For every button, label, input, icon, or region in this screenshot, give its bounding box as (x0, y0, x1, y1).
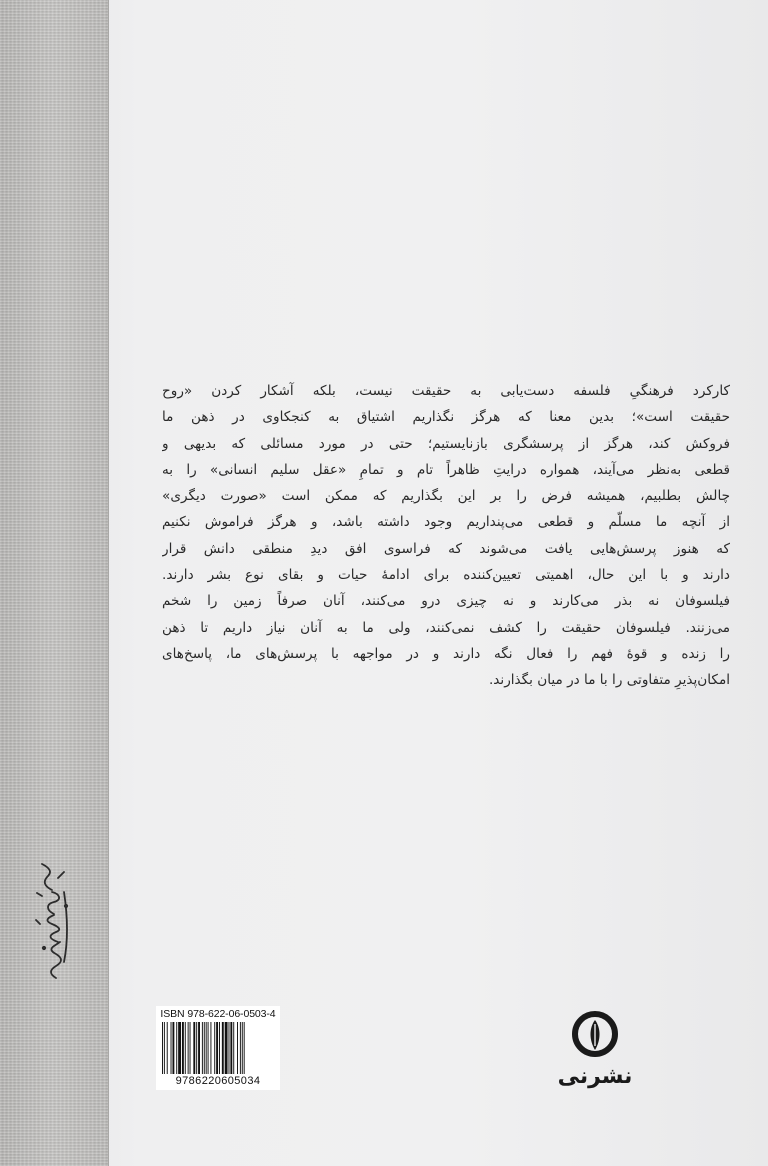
barcode-bar (240, 1022, 241, 1074)
barcode-bar (171, 1022, 172, 1074)
blurb-line: را زنده و قوهٔ فهم را فعال نگه دارند و در مواجهه با پرسش‌های ما، پاسخ‌های (162, 645, 730, 662)
barcode-bar (193, 1022, 195, 1074)
barcode-bar (233, 1022, 234, 1074)
barcode-bars (160, 1022, 276, 1074)
blurb-line: می‌زنند. فیلسوفان حقیقت را کشف نمی‌کنند، ولی ما به آنان نیاز داریم تا ذهن (162, 619, 730, 636)
barcode-bar (237, 1022, 238, 1074)
isbn-barcode (156, 1006, 280, 1090)
blurb-line: کارکرد فرهنگیِ فلسفه دست‌یابی به حقیقت نیست، بلکه آشکار کردن «روح (162, 383, 730, 399)
barcode-bar (162, 1022, 163, 1074)
barcode-bar (196, 1022, 197, 1074)
blurb-line: که هنوز پرسش‌هایی یافت می‌شوند که فراسوی افق دیدِ منطقی دانش قرار (162, 540, 730, 557)
isbn-label: ISBN 978-622-06-0503-4 (160, 1008, 276, 1020)
blurb-line: فروکش کند، هرگز از پرسشگری بازنایستیم؛ حتی در مورد مسائلی که بدیهی و (162, 435, 730, 452)
barcode-bar (206, 1022, 207, 1074)
barcode-bar (188, 1022, 189, 1074)
barcode-bar (172, 1022, 174, 1074)
barcode-bar (164, 1022, 165, 1074)
handwritten-signature-icon (28, 852, 76, 982)
barcode-bar (244, 1022, 245, 1074)
blurb-line: قطعی به‌نظر می‌آیند، همواره درایتِ ظاهراً تام و تمامِ «عقل سلیم انسانی» را به (162, 461, 730, 478)
barcode-bar (202, 1022, 203, 1074)
barcode-bar (222, 1022, 224, 1074)
blurb-line: فیلسوفان نه بذر می‌کارند و نه چیزی درو می‌کنند، آنان صرفاً زمین را شخم (162, 593, 730, 610)
blurb-line: از آنچه ما مسلّم و قطعی می‌پنداریم وجود داشته باشد، و هرگز فراموش نکنیم (162, 514, 730, 531)
barcode-bar (176, 1022, 177, 1074)
barcode-bar (198, 1022, 200, 1074)
barcode-bar (229, 1022, 230, 1074)
spine-strip (0, 0, 109, 1166)
barcode-bar (204, 1022, 205, 1074)
blurb-paragraph (162, 378, 730, 694)
barcode-bar (182, 1022, 184, 1074)
barcode-bar (216, 1022, 218, 1074)
barcode-bar (167, 1022, 168, 1074)
barcode-bar (210, 1022, 211, 1074)
blurb-line: امکان‌پذیرِ متفاوتی را با ما در میان بگذارند. (488, 672, 730, 689)
barcode-digits: 9786220605034 (175, 1075, 261, 1087)
barcode-bar (214, 1022, 215, 1074)
blurb-line: دارند و با این حال، اهمیتی تعیین‌کننده برای ادامهٔ حیات و بقای نوع بشر دارند. (162, 567, 730, 584)
barcode-bar (208, 1022, 209, 1074)
barcode-bar (190, 1022, 191, 1074)
publisher-logo-icon (571, 1010, 619, 1066)
publisher-name: نشرنی (557, 1064, 633, 1089)
blurb-line: چالش بطلبیم، همیشه فرض را بر این بگذاریم که ممکن است «صورت دیگری» (162, 488, 730, 505)
barcode-bar (185, 1022, 186, 1074)
barcode-bar (242, 1022, 243, 1074)
barcode-bar (219, 1022, 220, 1074)
barcode-bar (178, 1022, 181, 1074)
barcode-bar (225, 1022, 228, 1074)
barcode-bar (230, 1022, 232, 1074)
blurb-line: حقیقت است»؛ بدین معنا که هرگز نگذاریم اشتیاق به کنجکاوی در ذهن ما (162, 409, 730, 426)
